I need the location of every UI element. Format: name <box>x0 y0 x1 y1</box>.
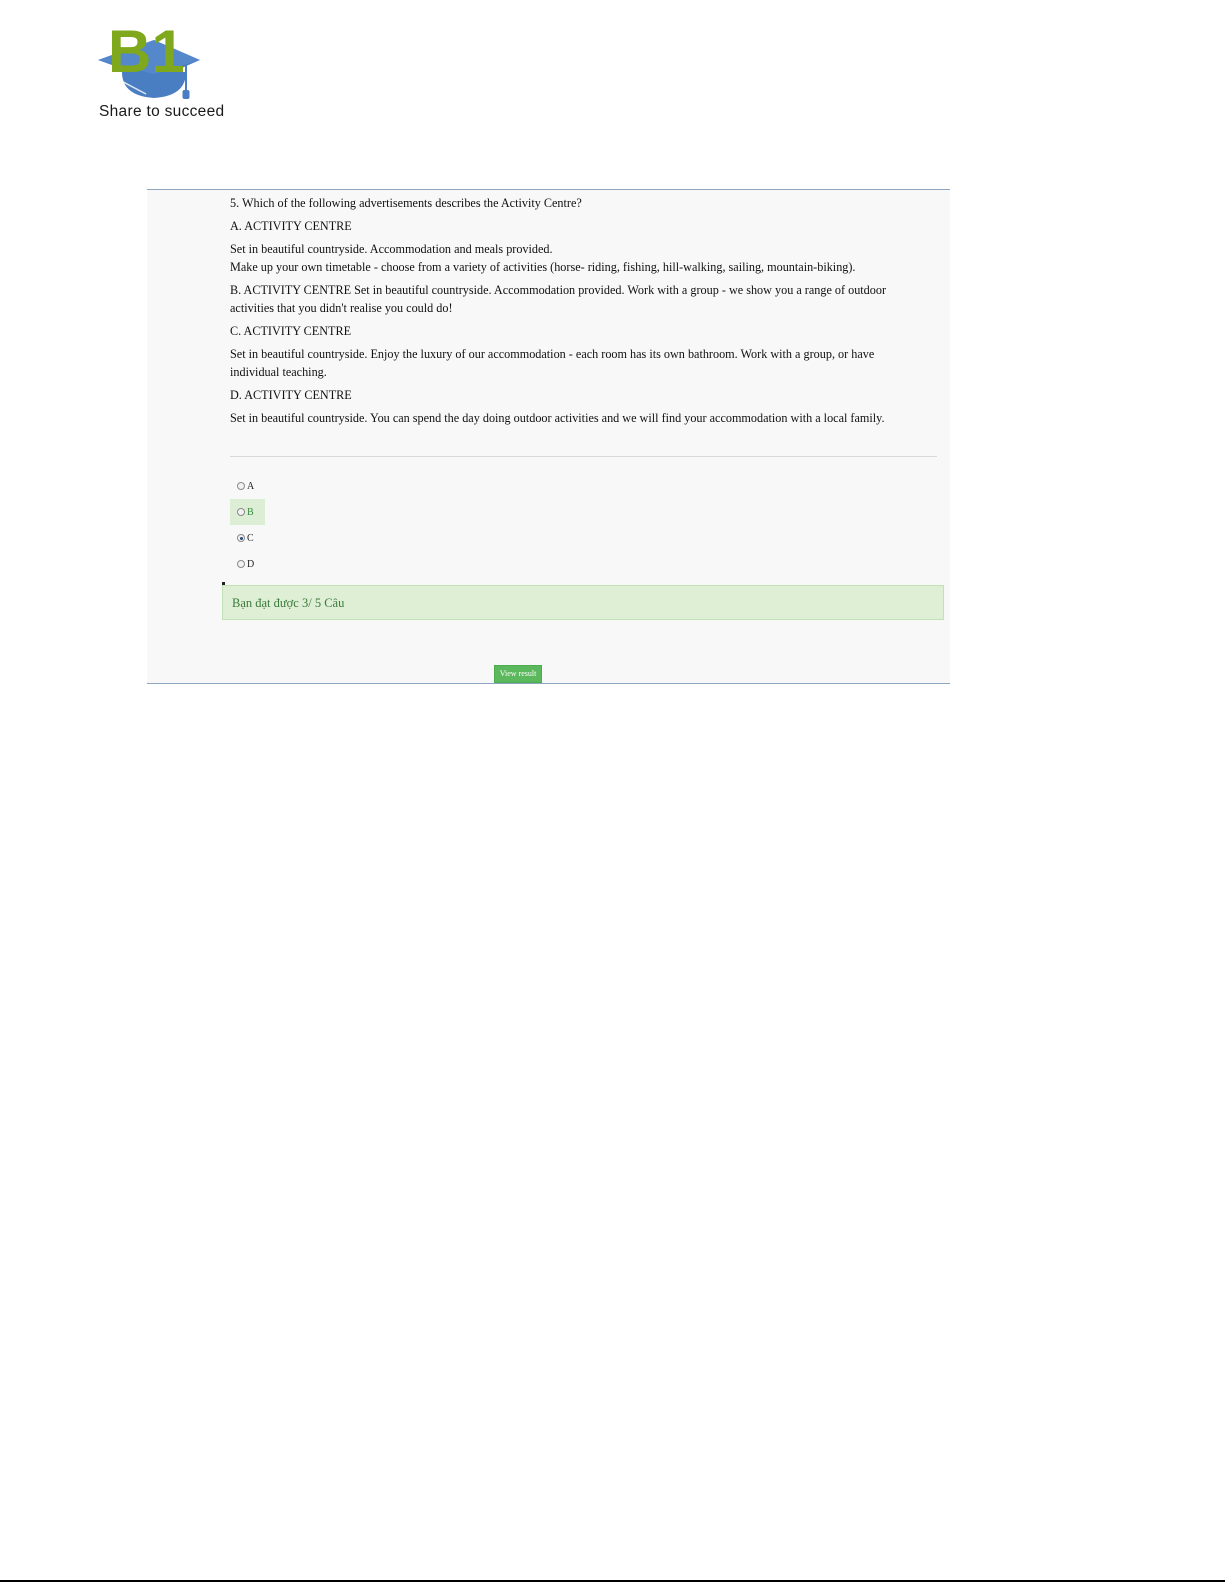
option-a-text-1: Set in beautiful countryside. Accommodation and meals provided. <box>230 242 553 256</box>
logo-tagline: Share to succeed <box>99 103 225 120</box>
result-message: Bạn đạt được 3/ 5 Câu <box>222 585 944 620</box>
radio-button-a[interactable] <box>237 482 245 490</box>
question-title: 5. Which of the following advertisements describes the Activity Centre? <box>230 196 582 210</box>
answer-option-label: C <box>247 532 254 544</box>
option-d-heading: D. ACTIVITY CENTRE <box>230 388 352 402</box>
option-a-heading: A. ACTIVITY CENTRE <box>230 219 352 233</box>
divider <box>230 456 937 457</box>
quiz-panel <box>147 189 950 684</box>
radio-button-b[interactable] <box>237 508 245 516</box>
option-a-text-2: Make up your own timetable - choose from a variety of activities (horse- riding, fishing, hill-walking, sailing, mountain-biking). <box>230 260 856 274</box>
answer-options <box>230 473 265 577</box>
option-b-text: B. ACTIVITY CENTRE Set in beautiful countryside. Accommodation provided. Work with a group - we show you a range of outdoor activities that you didn't realise you could do! <box>230 283 887 315</box>
radio-button-d[interactable] <box>237 560 245 568</box>
answer-option-a[interactable] <box>230 473 265 499</box>
answer-option-b[interactable] <box>230 499 265 525</box>
answer-option-label: B <box>247 506 254 518</box>
graduation-cap-icon <box>96 14 256 114</box>
answer-option-label: A <box>247 480 255 492</box>
radio-button-c[interactable] <box>237 534 245 542</box>
option-d-text: Set in beautiful countryside. You can spend the day doing outdoor activities and we will find your accommodation with a local family. <box>230 411 885 425</box>
answer-option-label: D <box>247 558 255 570</box>
answer-option-d[interactable] <box>230 551 265 577</box>
option-c-text: Set in beautiful countryside. Enjoy the luxury of our accommodation - each room has its own bathroom. Work with a group, or have individual teaching. <box>230 347 875 379</box>
svg-text:B1: B1 <box>108 18 185 85</box>
answer-option-c[interactable] <box>230 525 265 551</box>
view-result-button[interactable]: View result <box>494 665 542 683</box>
page-bottom-border <box>0 1580 1225 1582</box>
option-c-heading: C. ACTIVITY CENTRE <box>230 324 352 338</box>
question-content <box>230 194 910 432</box>
